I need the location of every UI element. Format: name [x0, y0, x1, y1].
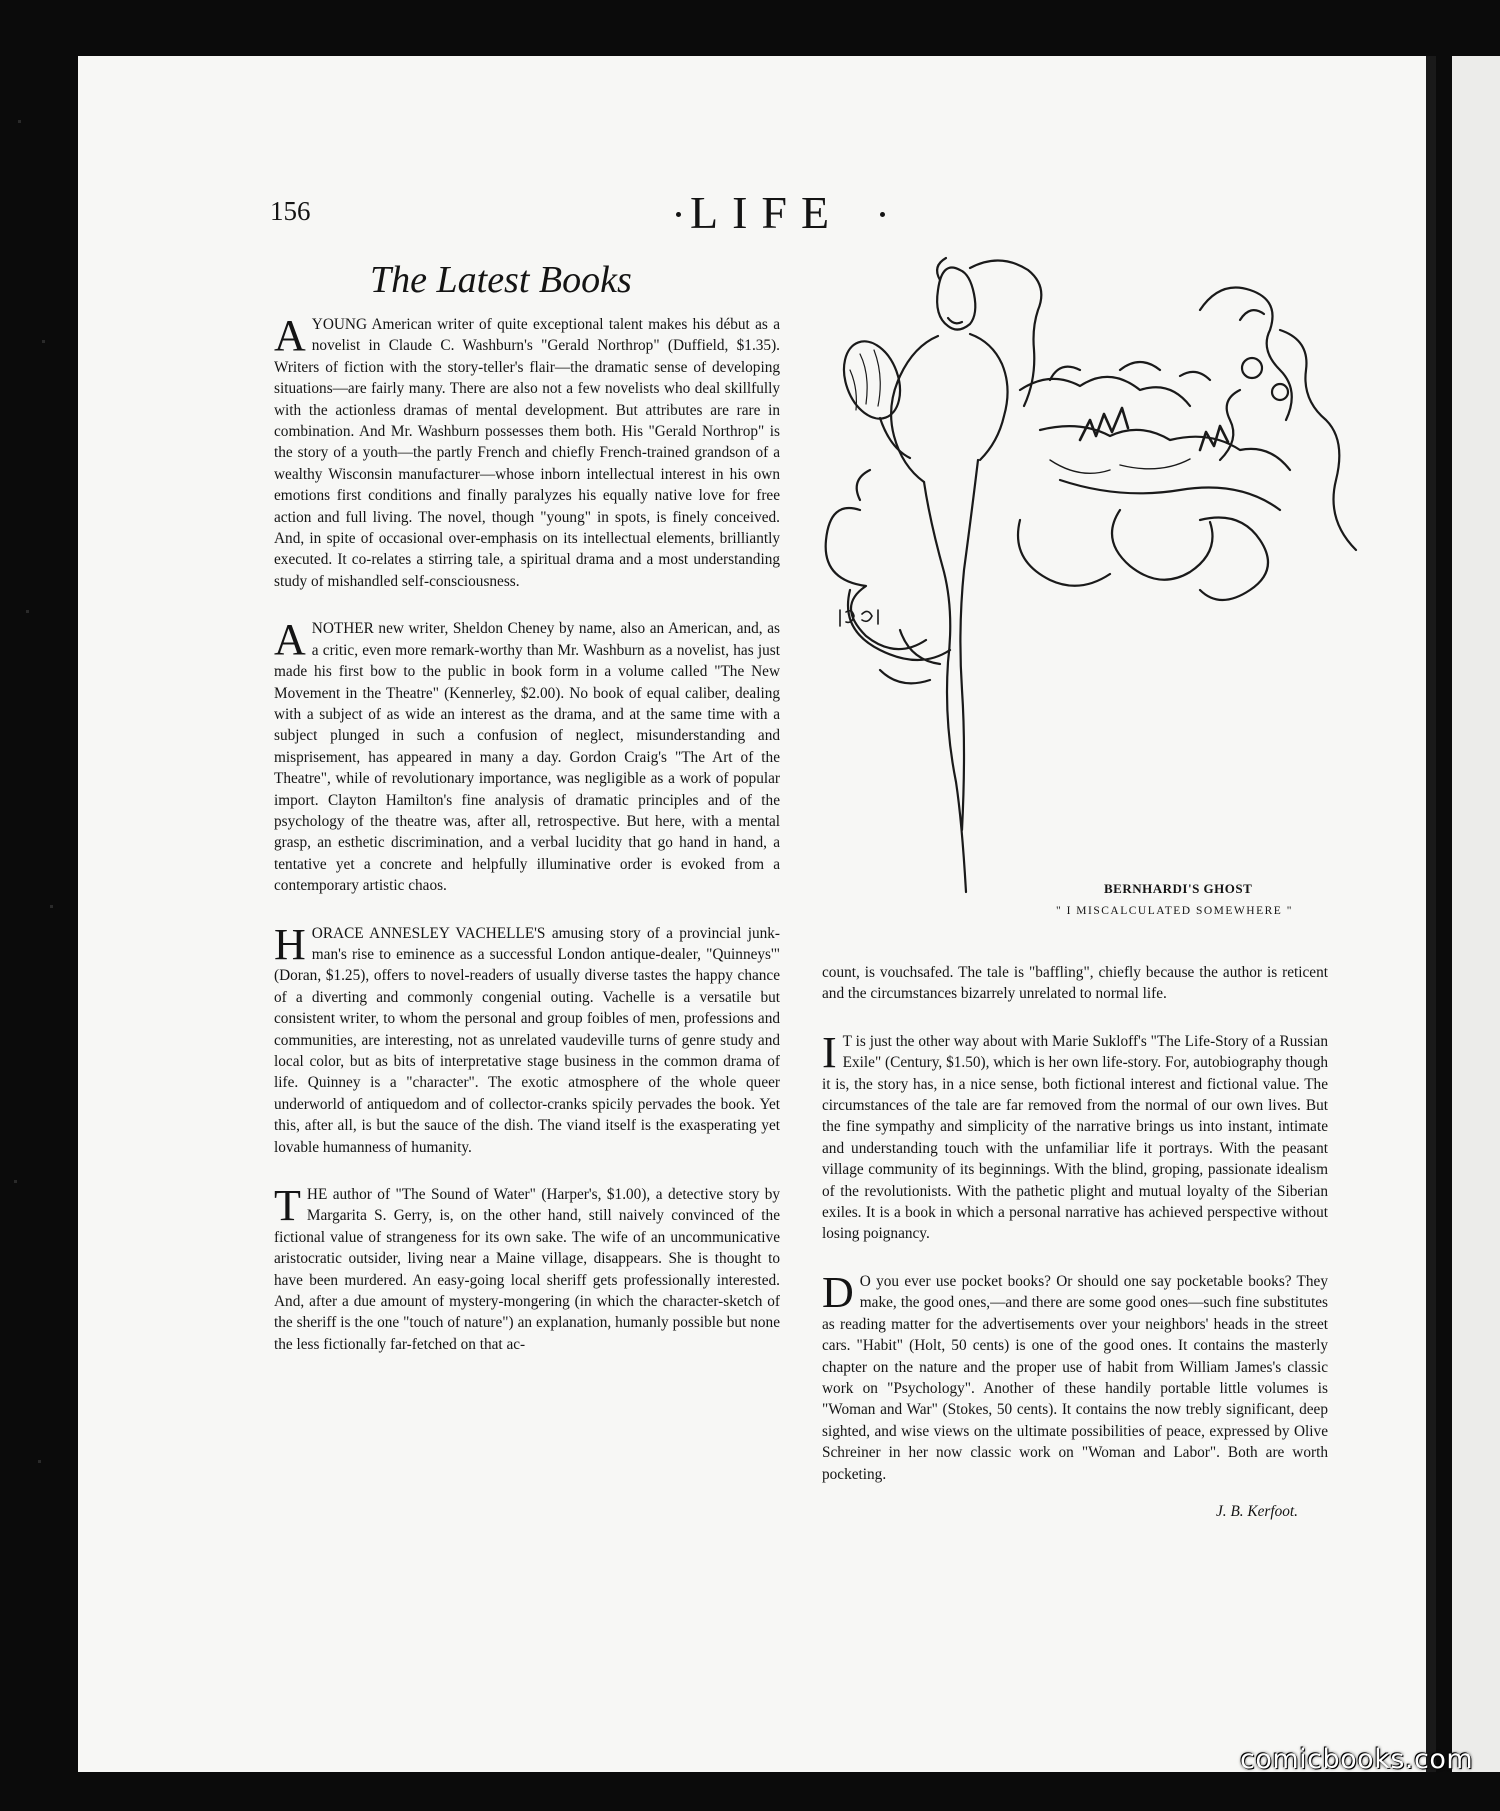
review-paragraph [822, 1027, 1328, 1245]
paragraph-text: NOTHER new writer, Sheldon Cheney by name, also an American, and, as a critic, even more remark-worthy than Mr. Washburn as a novelist, has just made his first bow to the public in book form in a volume called "The New Movement in the Theatre" (Kennerley, $2.00). No book of equal caliber, dealing with a subject of as wide an interest as the drama, and at the same time with a subject plunged in such a confusion of neglect, misunderstanding and misprisement, has appeared in many a day. Gordon Craig's "The Art of the Theatre", while of revolutionary importance, was negligible as a work of popular import. Clayton Hamilton's fine analysis of dramatic principles and of the psychology of the theatre was, after all, retrospective. But here, with a mental grasp, an esthetic discrimination, and a verbal lucidity that go hand in hand, a tentative yet a concrete and helpfully illuminative order is evoked from a contemporary artistic chaos. [274, 620, 780, 895]
paragraph-text: O you ever use pocket books? Or should one say pocketable books? They make, the good ones,—and there are some good ones—such fine substitutes as reading matter for the advertisements over your neighbors' heads in the street cars. "Habit" (Holt, 50 cents) is one of the good ones. It contains the masterly chapter on the nature and the proper use of habit from William James's classic work on "Psychology". Another of these handily portable little volumes is "Woman and War" (Stokes, 50 cents). It contains the now trebly significant, deep sighted, and wise views on the ultimate possibilities of peace, expressed by Olive Schreiner in her now classic work on "Woman and Labor". Both are worth pocketing. [822, 1272, 1328, 1483]
masthead: LIFE [690, 187, 844, 238]
drop-cap: H [274, 919, 306, 969]
drop-cap: A [274, 311, 306, 360]
illustration-caption-quote: " I MISCALCULATED SOMEWHERE " [1056, 905, 1293, 917]
drop-cap: A [274, 615, 306, 665]
page-number: 156 [270, 196, 311, 226]
review-paragraph [274, 1181, 780, 1355]
review-paragraph [274, 919, 780, 1158]
masthead-dot-left [676, 212, 681, 217]
paragraph-text: ORACE ANNESLEY VACHELLE'S amusing story of a provincial junk-man's rise to eminence as a successful London antique-dealer, "Quinneys'" (Doran, $1.25), offers to novel-readers of usually diverse tastes the happy chance of a diverting and commonly congenial outing. Vachelle is a versatile but consistent writer, to whom the personal and group foibles of men, professions and communities, are interesting, not as unrelated vaudeville turns of genre study and local color, but as bits of interpretative stage business in the common drama of life. Quinney is a "character". The exotic atmosphere of the whole queer underworld of antiquedom and of collector-cranks spicily pervades the book. Yet this, after all, is but the sauce of the dish. The viand itself is the exasperating yet lovable humanness of humanity. [274, 924, 780, 1156]
right-column [822, 962, 1328, 1522]
drop-cap: D [822, 1267, 854, 1317]
watermark: comicbooks.com [1240, 1744, 1474, 1775]
review-paragraph [274, 615, 780, 896]
page-gutter [1426, 56, 1436, 1772]
continued-paragraph: count, is vouchsafed. The tale is "baffling", chiefly because the author is reticent and the circumstances bizarrely unrelated to normal life. [822, 964, 1328, 1003]
masthead-dot-right [880, 212, 885, 217]
next-page-edge [1452, 56, 1500, 1772]
left-column [274, 311, 780, 1381]
review-paragraph [822, 1267, 1328, 1485]
bernhardi-ghost-illustration [820, 250, 1380, 950]
paragraph-text: T is just the other way about with Marie Sukloff's "The Life-Story of a Russian Exile" (Century, $1.50), which is her own life-story. For, autobiography though it is, the story has, in a nice sense, both fictional interest and fictional value. The circumstances of the tale are far removed from the normal of our own lives. But the fine sympathy and simplicity of the narrative brings us into instant, intimate and understanding touch with the unfamiliar life it portrays. With the peasant village community of its beginnings. With the blind, groping, passionate idealism of the revolutionists. With the pathetic plight and mutual loyalty of the Siberian exiles. It is a book in which a personal narrative has achieved perspective without losing poignancy. [822, 1032, 1328, 1243]
drop-cap: I [822, 1027, 837, 1077]
drop-cap: T [274, 1181, 301, 1231]
article-title: The Latest Books [370, 259, 632, 301]
author-signature: J. B. Kerfoot. [1216, 1502, 1298, 1520]
review-paragraph [274, 311, 780, 592]
paragraph-text: YOUNG American writer of quite exceptional talent makes his début as a novelist in Claude C. Washburn's "Gerald Northrop" (Duffield, $1.35). Writers of fiction with the story-teller's flair—the dramatic sense of developing situations—are fairly many. There are also not a few novelists who deal skillfully with the actionless dramas of mental development. But attributes are rare in combination. And Mr. Washburn possesses them both. His "Gerald Northrop" is the story of a youth—the partly French and chiefly French-trained grandson of a wealthy Wisconsin manufacturer—whose inborn intellectual interest in his own emotions first conditions and finally paralyzes his equally native love for free action and full living. The novel, though "young" in spots, is finely conceived. And, in spite of occasional over-emphasis on its intellectual elements, brilliantly executed. It co-relates a stirring tale, a spiritual drama and a most understanding study of mishandled self-consciousness. [274, 316, 780, 590]
paragraph-text: HE author of "The Sound of Water" (Harper's, $1.00), a detective story by Margarita S. Gerry, is, on the other hand, still naively convinced of the fictional value of strangeness for its own sake. The wife of an uncommunicative aristocratic outsider, living near a Maine village, disappears. She is thought to have been murdered. An easy-going local sheriff gets professionally interested. And, after a due amount of mystery-mongering (in which the character-sketch of the sheriff is the one "touch of nature") an explanation, humanly possible but none the less fictionally far-fetched on that ac- [274, 1186, 780, 1353]
illustration-caption-title: BERNHARDI'S GHOST [1104, 881, 1253, 896]
